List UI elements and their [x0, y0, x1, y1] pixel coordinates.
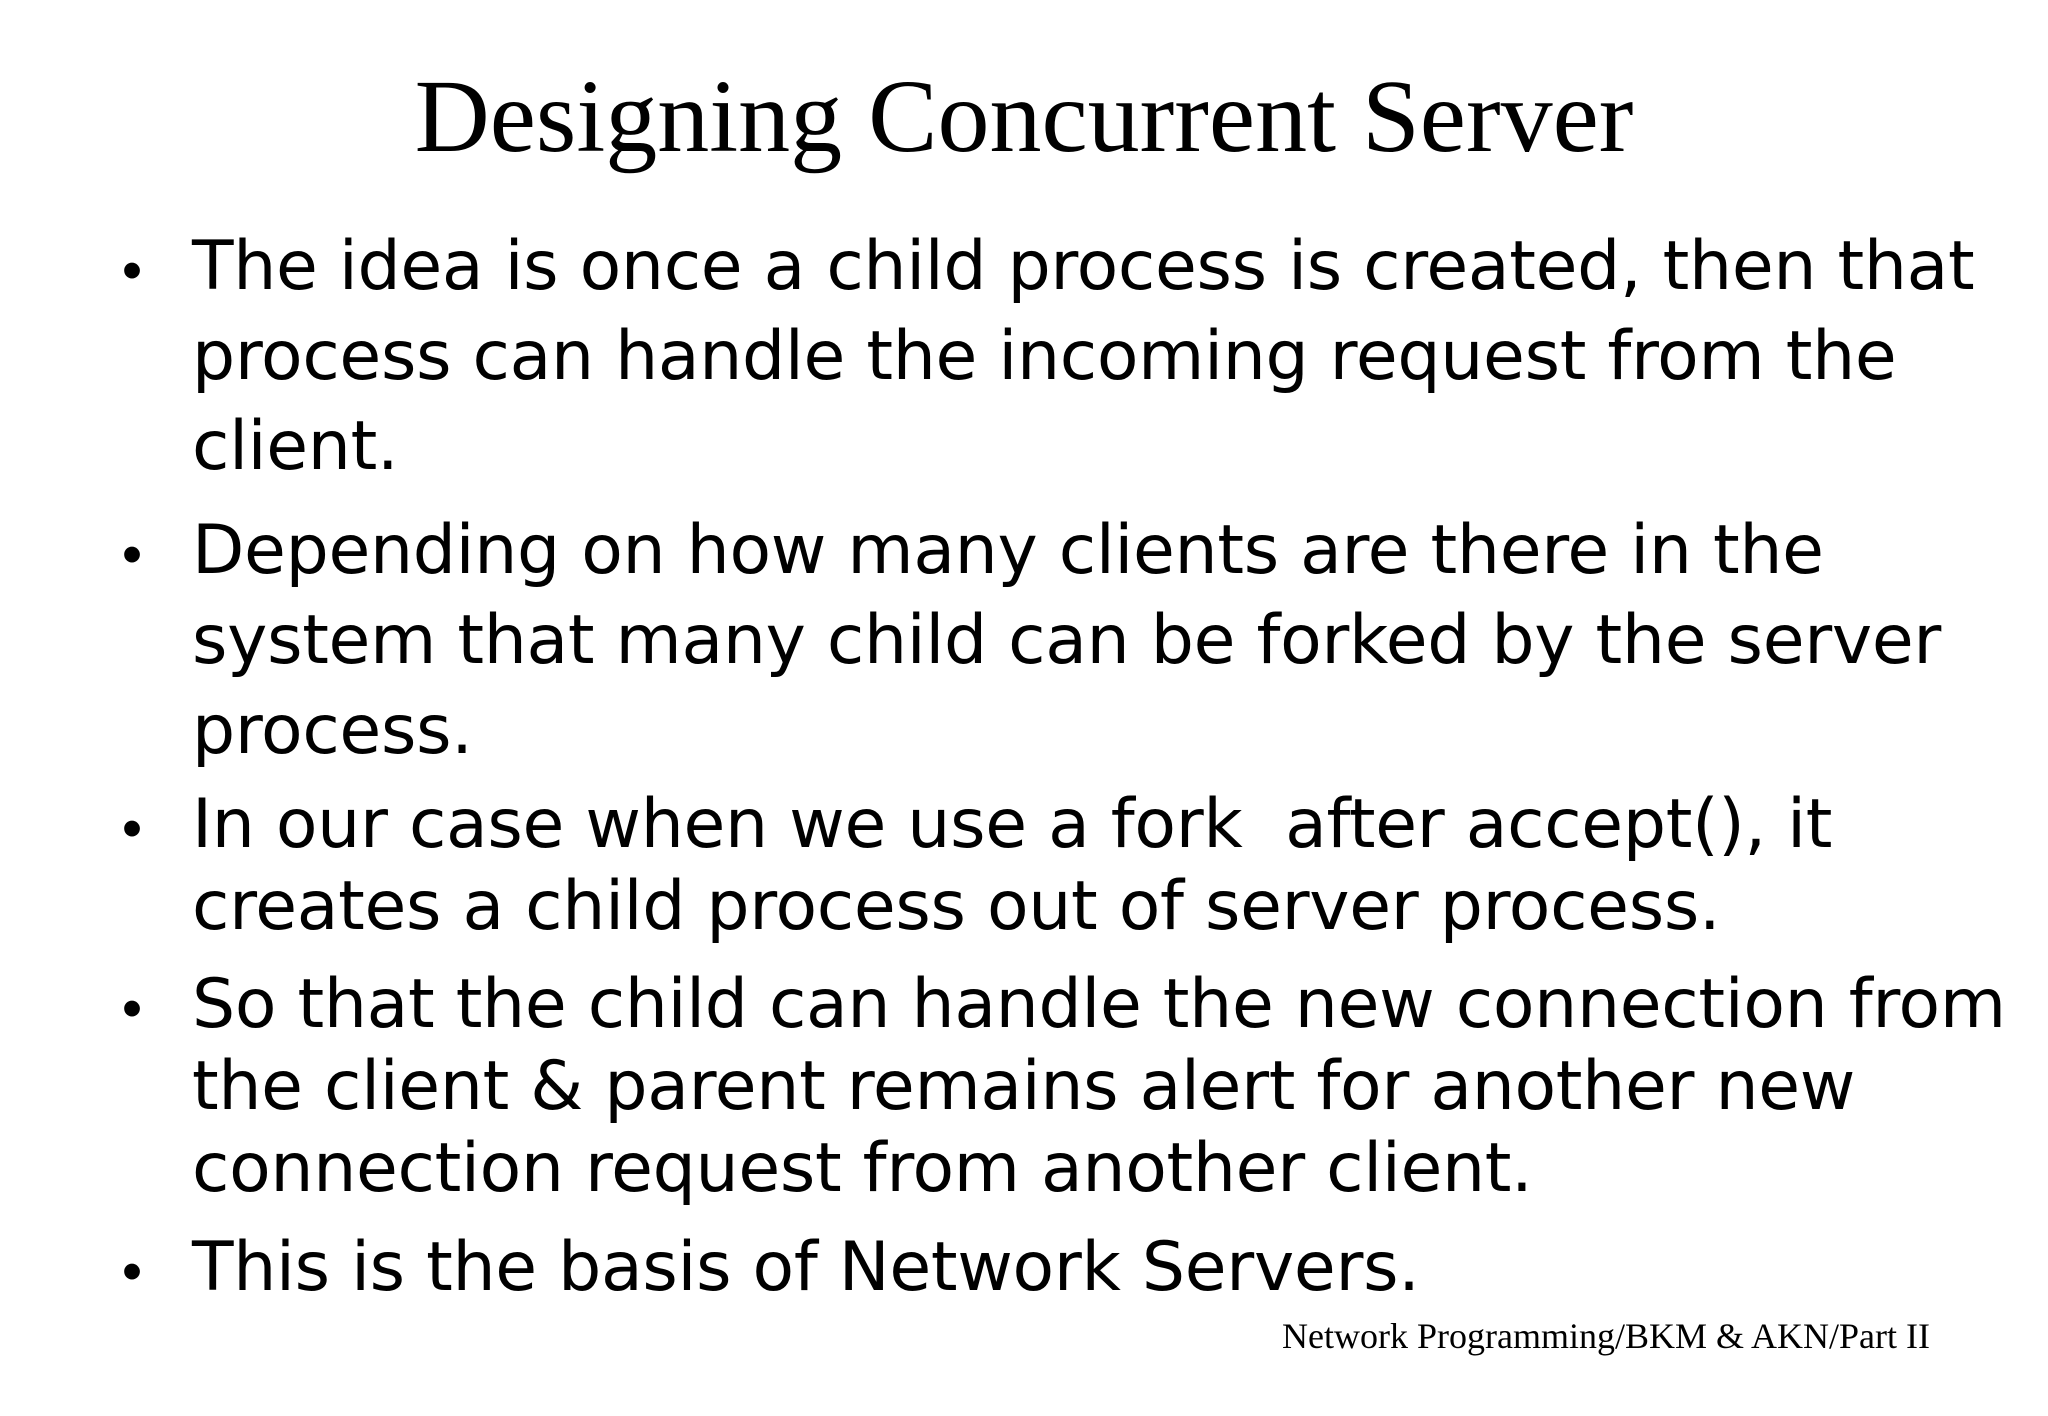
bullet-marker: •: [121, 522, 143, 587]
bullet-line: process can handle the incoming request from the: [192, 317, 1897, 396]
bullet-line: So that the child can handle the new connection from: [192, 965, 2006, 1044]
bullet-text: [192, 964, 2006, 1210]
bullet-line: In our case when we use a fork after accept(), it: [192, 785, 1833, 864]
bullet-marker: •: [121, 976, 143, 1041]
bullet-marker: •: [121, 238, 143, 303]
slide-title: Designing Concurrent Server: [414, 59, 1634, 174]
bullet-marker: •: [121, 796, 143, 861]
bullet-text: [192, 784, 1992, 948]
bullet-marker: •: [121, 1239, 143, 1304]
bullet-text: [192, 1226, 1992, 1310]
bullet-line: Depending on how many clients are there in the: [192, 511, 1824, 590]
bullet-line: process.: [192, 691, 473, 770]
slide-footer: Network Programming/BKM & AKN/Part II: [1282, 1316, 1930, 1356]
bullet-text: [192, 222, 1992, 492]
bullet-line: This is the basis of Network Servers.: [192, 1228, 1420, 1307]
bullet-line: connection request from another client.: [192, 1129, 1533, 1208]
bullet-line: creates a child process out of server process.: [192, 867, 1721, 946]
bullet-line: The idea is once a child process is created, then that: [192, 227, 1975, 306]
bullet-text: [192, 506, 1992, 776]
bullet-line: system that many child can be forked by the server: [192, 601, 1942, 680]
bullet-line: the client & parent remains alert for another new: [192, 1047, 1856, 1126]
bullet-line: client.: [192, 407, 399, 486]
